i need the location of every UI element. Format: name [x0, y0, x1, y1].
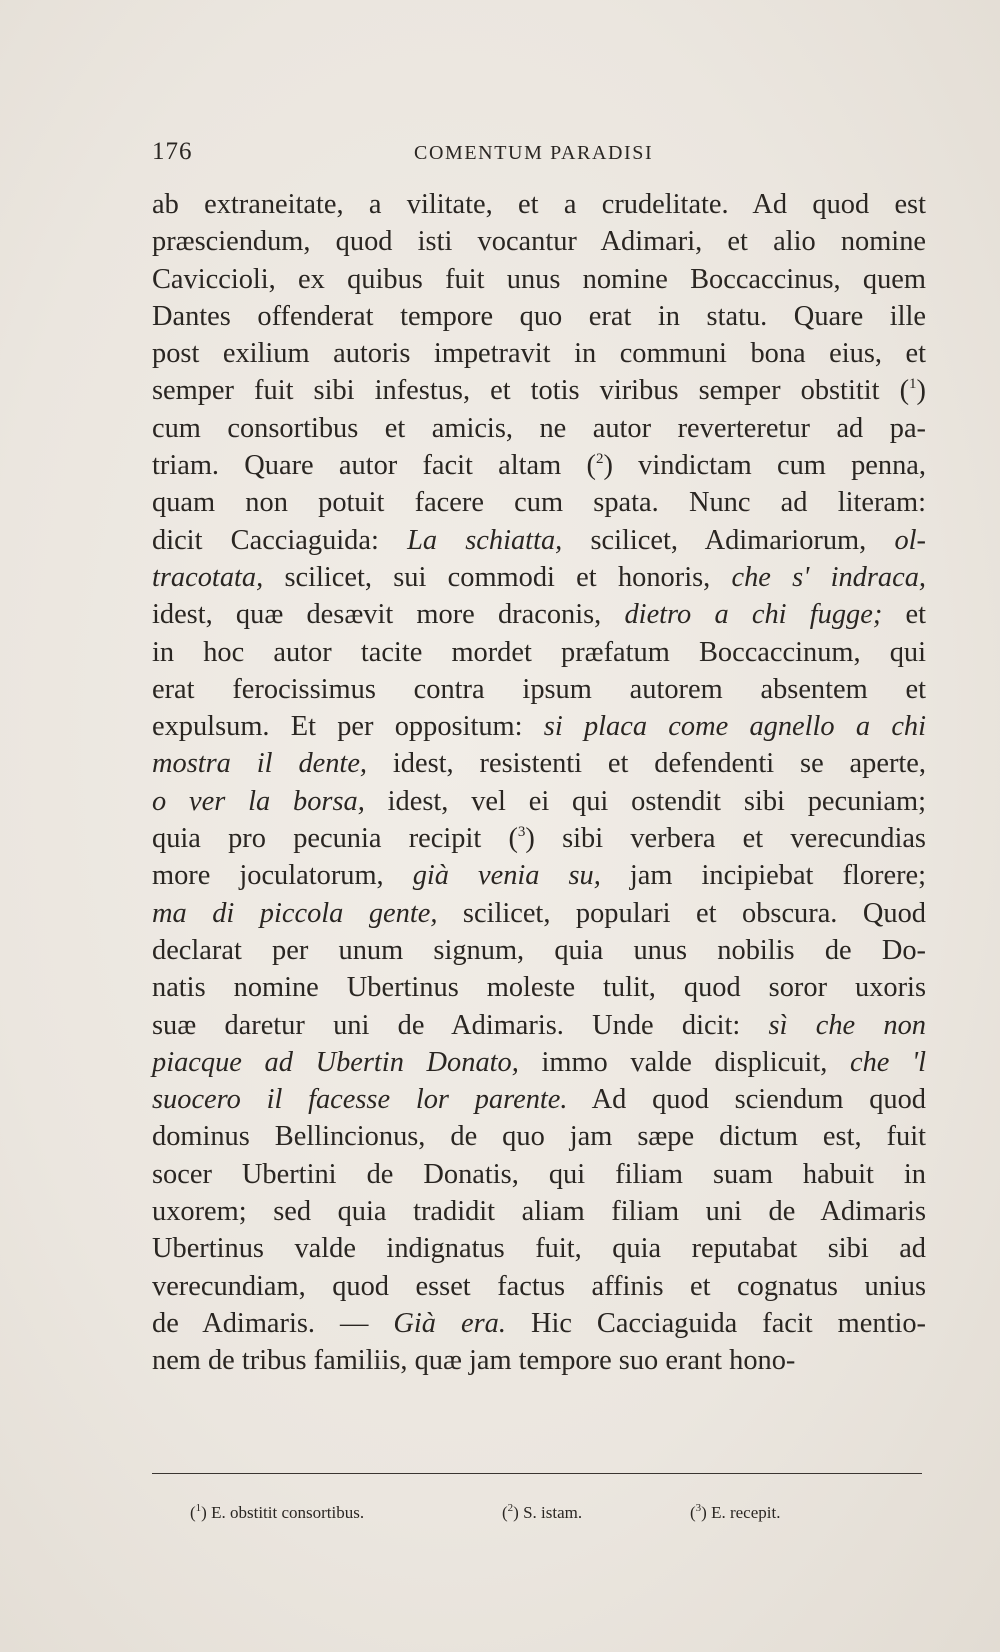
- italic-text: si placa come agnello a chi: [543, 711, 926, 743]
- text-segment: quia pro pecunia recipit (: [152, 823, 518, 855]
- text-line: [152, 857, 926, 894]
- text-segment: idest, quæ desævit more draconis,: [152, 599, 625, 631]
- text-segment: socer Ubertini de Donatis, qui filiam suam habuit in: [152, 1158, 926, 1190]
- text-segment: expulsum. Et per oppositum:: [152, 711, 544, 743]
- text-segment: ab extraneitate, a vilitate, et a crudelitate. Ad quod est: [152, 189, 926, 220]
- text-segment: dominus Bellincionus, de quo jam sæpe dictum est, fuit: [152, 1121, 926, 1153]
- italic-text: tracotata,: [152, 561, 264, 593]
- text-segment: Dantes offenderat tempore quo erat in statu. Quare ille: [152, 300, 926, 332]
- text-segment: cum consortibus et amicis, ne autor reverteretur ad pa-: [152, 412, 926, 444]
- text-segment: jam incipiebat florere;: [600, 860, 927, 892]
- text-segment: Ad quod sciendum quod: [567, 1084, 926, 1116]
- text-segment: natis nomine Ubertinus moleste tulit, quod soror uxoris: [152, 972, 926, 1004]
- text-line: [152, 522, 926, 559]
- text-line: [152, 559, 926, 596]
- text-segment: more joculatorum,: [152, 860, 413, 892]
- footnote-mark: 2: [507, 1502, 514, 1514]
- text-segment: erat ferocissimus contra ipsum autorem absentem et: [152, 673, 926, 705]
- text-segment: scilicet, populari et obscura. Quod: [437, 897, 926, 929]
- text-segment: declarat per unum signum, quia unus nobilis de Do-: [152, 934, 926, 966]
- italic-text: piacque ad Ubertin Donato,: [152, 1046, 519, 1078]
- running-title: COMENTUM PARADISI: [414, 142, 654, 164]
- footnote-3: ($^3$) E. recepit.: [690, 1502, 781, 1522]
- text-line: [152, 1268, 926, 1305]
- text-line: [152, 634, 926, 671]
- text-line: [152, 447, 926, 484]
- text-segment: nem de tribus familiis, quæ jam tempore suo erant hono-: [152, 1345, 796, 1377]
- text-line: [152, 671, 926, 708]
- text-segment: ) sibi verbera et verecundias: [525, 823, 926, 855]
- text-line: [152, 1118, 926, 1155]
- text-line: [152, 1044, 926, 1081]
- text-line: [152, 932, 926, 969]
- text-line: [152, 1007, 926, 1044]
- footnotes: [190, 1503, 890, 1531]
- text-line: [152, 1230, 926, 1267]
- text-line: [152, 335, 926, 372]
- text-line: [152, 745, 926, 782]
- italic-text: che 'l: [849, 1046, 926, 1078]
- text-line: [152, 1193, 926, 1230]
- footnote-text: E. recepit.: [711, 1503, 781, 1522]
- text-line: [152, 596, 926, 633]
- text-line: [152, 298, 926, 335]
- footnote-mark: 1: [195, 1502, 202, 1514]
- text-segment: immo valde displicuit,: [518, 1046, 850, 1078]
- text-segment: verecundiam, quod esset factus affinis et cognatus unius: [152, 1270, 926, 1302]
- text-line: [152, 895, 926, 932]
- text-segment: Ubertinus valde indignatus fuit, quia reputabat sibi ad: [152, 1233, 926, 1265]
- italic-text: o ver la borsa,: [152, 785, 365, 817]
- footnote-ref: 2: [595, 451, 604, 468]
- text-segment: uxorem; sed quia tradidit aliam filiam uni de Adimaris: [152, 1196, 926, 1228]
- italic-text: ol-: [894, 524, 926, 556]
- text-segment: idest, resistenti et defendenti se aperte,: [367, 748, 926, 780]
- page-header: [152, 138, 922, 168]
- italic-text: che s' indraca,: [731, 561, 926, 593]
- italic-text: La schiatta,: [407, 524, 563, 556]
- body-text: [152, 186, 926, 1380]
- page-number: 176: [152, 138, 193, 165]
- text-line: [152, 708, 926, 745]
- italic-text: mostra il dente,: [152, 748, 368, 780]
- footnote-mark: 3: [695, 1502, 702, 1514]
- footnote-rule: [152, 1473, 922, 1474]
- text-segment: idest, vel ei qui ostendit sibi pecuniam;: [364, 785, 926, 817]
- text-line: [152, 1156, 926, 1193]
- italic-text: ma di piccola gente,: [152, 897, 438, 929]
- text-line: [152, 261, 926, 298]
- text-line: [152, 186, 926, 223]
- text-segment: ) vindictam cum penna,: [603, 450, 926, 482]
- text-segment: triam. Quare autor facit altam (: [152, 450, 596, 482]
- text-line: [152, 1305, 926, 1342]
- text-segment: præsciendum, quod isti vocantur Adimari, et alio nomine: [152, 226, 926, 258]
- footnote-text: S. istam.: [523, 1503, 583, 1522]
- text-segment: scilicet, sui commodi et honoris,: [263, 561, 732, 593]
- italic-text: sì che non: [768, 1009, 926, 1041]
- text-segment: in hoc autor tacite mordet præfatum Boccaccinum, qui: [152, 636, 926, 668]
- text-line: [152, 820, 926, 857]
- italic-text: Già era.: [393, 1307, 506, 1339]
- italic-text: suocero il facesse lor parente.: [152, 1084, 568, 1116]
- text-line: [152, 783, 926, 820]
- text-segment: Hic Cacciaguida facit mentio-: [505, 1307, 926, 1339]
- text-line: [152, 223, 926, 260]
- text-segment: scilicet, Adimariorum,: [562, 524, 895, 556]
- text-line: [152, 410, 926, 447]
- text-segment: post exilium autoris impetravit in communi bona eius, et: [152, 338, 926, 370]
- text-segment: et: [882, 599, 926, 631]
- text-line: [152, 969, 926, 1006]
- text-segment: suæ daretur uni de Adimaris. Unde dicit:: [152, 1009, 769, 1041]
- text-segment: dicit Cacciaguida:: [152, 524, 408, 556]
- italic-text: già venia su,: [412, 860, 601, 892]
- footnote-text: E. obstitit consortibus.: [211, 1503, 365, 1522]
- footnote-ref: 1: [909, 376, 917, 393]
- footnote-ref: 3: [517, 824, 526, 841]
- text-segment: ): [916, 375, 926, 407]
- footnote-2: ($^2$) S. istam.: [502, 1502, 583, 1522]
- text-line: [152, 1081, 926, 1118]
- text-line: [152, 484, 926, 521]
- italic-text: dietro a chi fugge;: [624, 599, 883, 631]
- text-segment: de Adimaris. —: [152, 1307, 394, 1339]
- text-segment: quam non potuit facere cum spata. Nunc ad literam:: [152, 487, 926, 519]
- text-segment: Caviccioli, ex quibus fuit unus nomine Boccaccinus, quem: [152, 263, 926, 295]
- footnote-1: ($^1$) E. obstitit consortibus.: [190, 1502, 365, 1522]
- text-segment: semper fuit sibi infestus, et totis viribus semper obstitit (: [152, 375, 910, 407]
- text-line: [152, 1342, 926, 1379]
- text-line: [152, 372, 926, 409]
